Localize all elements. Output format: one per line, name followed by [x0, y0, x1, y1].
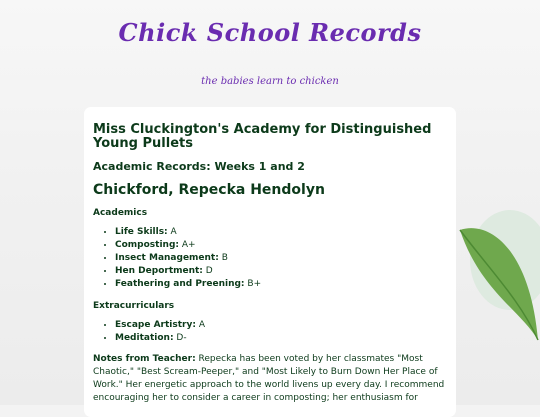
- list-item: • Meditation: D-: [115, 332, 447, 345]
- records-heading: Academic Records: Weeks 1 and 2: [93, 160, 305, 173]
- school-name: Miss Cluckington's Academy for Distinguished Young Pullets: [93, 122, 432, 151]
- list-item: • Composting: A+: [115, 239, 447, 252]
- list-item: • Insect Management: B: [115, 252, 447, 265]
- notes-label: Notes from Teacher:: [93, 354, 196, 364]
- site-title[interactable]: Chick School Records: [118, 18, 422, 47]
- list-item: • Hen Deportment: D: [115, 265, 447, 278]
- academics-list: [93, 226, 447, 291]
- record-card: [84, 107, 456, 417]
- site-tagline: the babies learn to chicken: [201, 76, 339, 87]
- list-item: • Life Skills: A: [115, 226, 447, 239]
- extracurriculars-heading: Extracurriculars: [93, 301, 175, 311]
- academics-heading: Academics: [93, 208, 148, 218]
- extracurriculars-list: [93, 319, 447, 345]
- teacher-notes: [93, 353, 447, 405]
- list-item: • Escape Artistry: A: [115, 319, 447, 332]
- notes-text: Repecka has been voted by her classmates "Most Chaotic," "Best Scream-Peeper," and "Most Likely to Burn Down Her Place of Work." Her energetic approach to the world livens up every day. I recommend encouraging her to consider a career in composting; her enthusiasm for: [93, 354, 445, 403]
- list-item: • Feathering and Preening: B+: [115, 278, 447, 291]
- leaf-decoration: [450, 190, 540, 405]
- student-name: Chickford, Repecka Hendolyn: [93, 182, 325, 198]
